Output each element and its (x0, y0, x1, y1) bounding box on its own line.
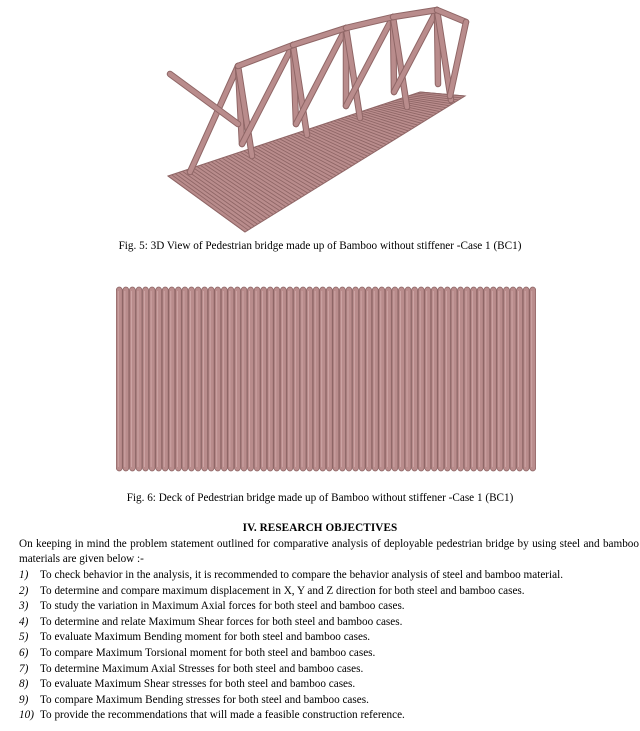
deck-slat (143, 287, 149, 471)
deck-slat (129, 287, 135, 471)
list-item-number: 4) (19, 615, 29, 628)
deck-slat (293, 287, 299, 471)
deck-slat (503, 287, 509, 471)
deck-slat (366, 287, 372, 471)
list-item-number: 10) (19, 709, 34, 722)
deck-slat (234, 287, 240, 471)
deck-slat (248, 287, 254, 471)
deck-slat (392, 287, 398, 471)
deck-slat (510, 287, 516, 471)
list-item-number: 7) (19, 662, 29, 675)
deck-slat (123, 287, 129, 471)
deck-slat (431, 287, 437, 471)
list-item-text: To compare Maximum Bending stresses for both steel and bamboo cases. (40, 693, 369, 706)
deck-slat (444, 287, 450, 471)
deck-slat (175, 287, 181, 471)
list-item-number: 2) (19, 584, 29, 597)
list-item-number: 8) (19, 678, 29, 691)
list-item-number: 6) (19, 646, 29, 659)
deck-slat (385, 287, 391, 471)
deck-slat (254, 287, 260, 471)
list-item-number: 1) (19, 569, 29, 581)
list-item-text: To check behavior in the analysis, it is recommended to compare the behavior analysis of steel and bamboo material. (40, 569, 563, 581)
objectives-list (19, 568, 639, 724)
deck-slat (156, 287, 162, 471)
deck-slat (346, 287, 352, 471)
deck-slat (169, 287, 175, 471)
section-heading: IV. RESEARCH OBJECTIVES (242, 522, 398, 534)
list-item-text: To determine and relate Maximum Shear forces for both steel and bamboo cases. (40, 615, 403, 628)
deck-slat (195, 287, 201, 471)
deck-slat (523, 287, 529, 471)
bridge-deck-figure (116, 285, 536, 473)
deck-slat (300, 287, 306, 471)
list-item (19, 693, 639, 709)
deck-slat (202, 287, 208, 471)
deck-slat (241, 287, 247, 471)
deck-slat (398, 287, 404, 471)
list-item-text: To determine and compare maximum displacement in X, Y and Z direction for both steel and bamboo cases. (40, 584, 525, 597)
deck-slat (353, 287, 359, 471)
figure-5-caption: Fig. 5: 3D View of Pedestrian bridge made up of Bamboo without stiffener -Case 1 (BC1) (118, 240, 522, 252)
deck-slat (313, 287, 319, 471)
deck-slat (333, 287, 339, 471)
list-item-text: To provide the recommendations that will made a feasible construction reference. (40, 709, 405, 722)
deck-slat (307, 287, 313, 471)
deck-slat (379, 287, 385, 471)
deck-slat (221, 287, 227, 471)
deck-slat (438, 287, 444, 471)
list-item-text: To determine Maximum Axial Stresses for both steel and bamboo cases. (40, 662, 364, 675)
deck-slat (162, 287, 168, 471)
deck-slat (464, 287, 470, 471)
list-item-text: To compare Maximum Torsional moment for both steel and bamboo cases. (40, 646, 376, 659)
deck-slat (339, 287, 345, 471)
bridge-3d-figure (150, 4, 480, 236)
deck-slat (405, 287, 411, 471)
deck-slat (425, 287, 431, 471)
deck-slat (182, 287, 188, 471)
deck-slat (280, 287, 286, 471)
deck-slat (188, 287, 194, 471)
list-item (19, 568, 639, 584)
list-item (19, 646, 639, 662)
list-item-text: To study the variation in Maximum Axial forces for both steel and bamboo cases. (40, 600, 405, 613)
deck-slat (530, 287, 536, 471)
list-item (19, 662, 639, 678)
section-intro: On keeping in mind the problem statement outlined for comparative analysis of deployable pedestrian bridge by using steel and bamboo materials are given below :- (19, 538, 639, 565)
deck-slat (136, 287, 142, 471)
list-item-number: 3) (19, 600, 29, 613)
deck-slat (451, 287, 457, 471)
deck-slat (208, 287, 214, 471)
list-item (19, 599, 639, 615)
list-item (19, 584, 639, 600)
deck-slat (274, 287, 280, 471)
deck-slat (497, 287, 503, 471)
list-item (19, 630, 639, 646)
deck-slat (326, 287, 332, 471)
deck-slat (149, 287, 155, 471)
truss-end-member-fill (450, 22, 466, 96)
deck-slat (261, 287, 267, 471)
list-item (19, 677, 639, 693)
list-item-text: To evaluate Maximum Shear stresses for both steel and bamboo cases. (40, 678, 356, 691)
deck-slat (412, 287, 418, 471)
list-item-text: To evaluate Maximum Bending moment for both steel and bamboo cases. (40, 631, 371, 644)
deck-slat (267, 287, 273, 471)
deck-slat (215, 287, 221, 471)
deck-slat (458, 287, 464, 471)
list-item-number: 5) (19, 631, 29, 644)
deck-slat (484, 287, 490, 471)
deck-slat (372, 287, 378, 471)
deck-slat (287, 287, 293, 471)
deck-slat (320, 287, 326, 471)
deck-slat (418, 287, 424, 471)
figure-6-caption: Fig. 6: Deck of Pedestrian bridge made up of Bamboo without stiffener -Case 1 (BC1) (126, 492, 514, 504)
deck-slat (477, 287, 483, 471)
list-item-number: 9) (19, 693, 29, 706)
deck-slat (359, 287, 365, 471)
list-item (19, 615, 639, 631)
deck-slat (228, 287, 234, 471)
deck-slat (490, 287, 496, 471)
deck-slat (517, 287, 523, 471)
deck-slat (116, 287, 122, 471)
deck-slat (471, 287, 477, 471)
list-item (19, 708, 639, 724)
